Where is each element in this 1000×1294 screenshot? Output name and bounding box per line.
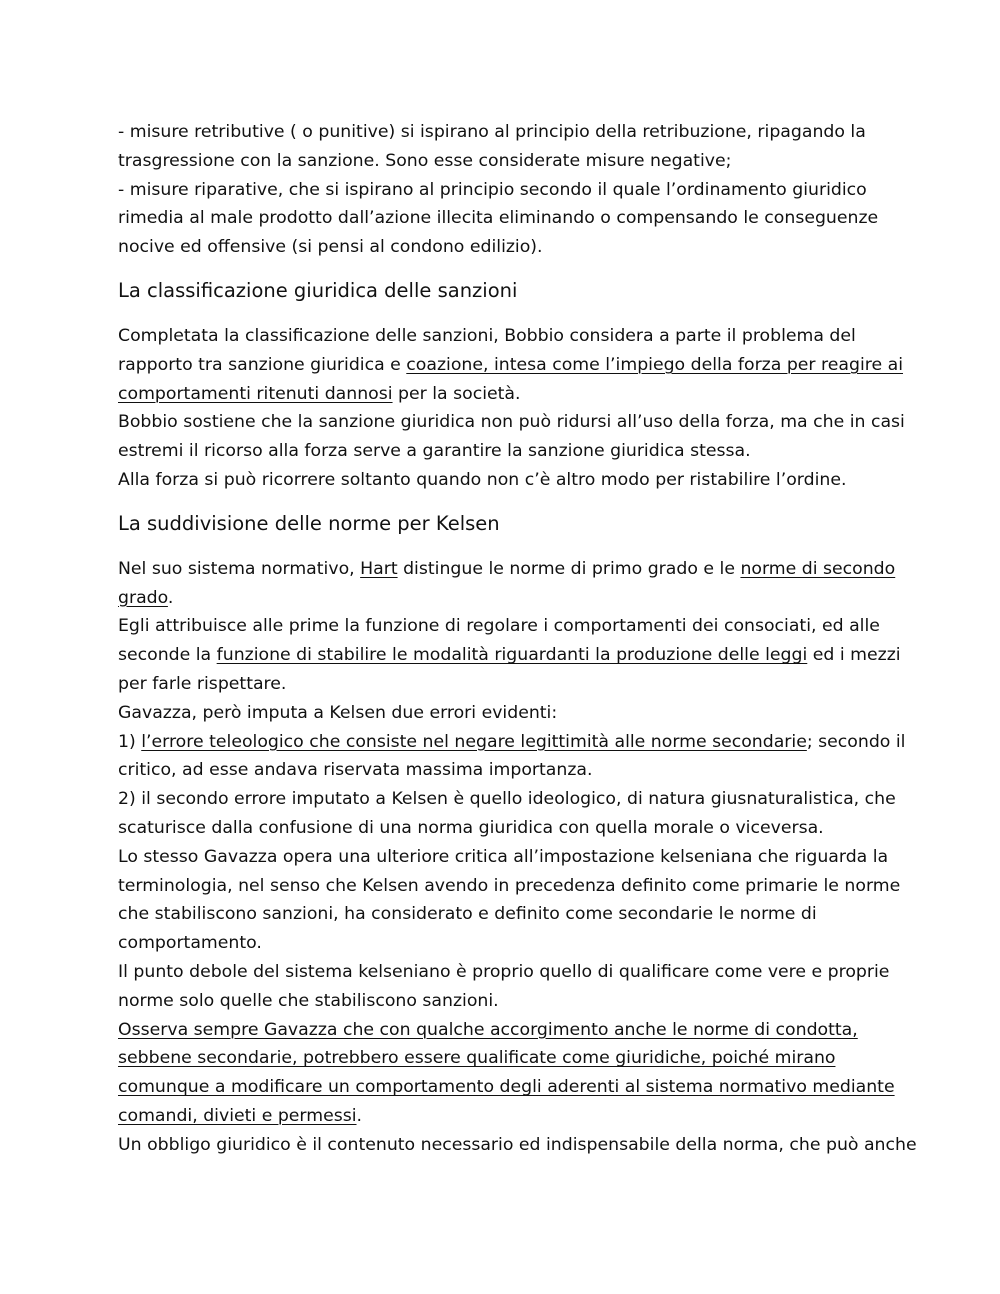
underlined-text: sebbene secondarie, potrebbero essere qualificate come giuridiche, poiché mirano [118,1048,836,1069]
text-line: Completata la classificazione delle sanzioni, Bobbio considera a parte il problema del [118,325,856,346]
underlined-text: l’errore teleologico che consiste nel negare legittimità alle norme secondarie [141,731,807,752]
underlined-text: Hart [360,558,398,579]
underlined-text: comandi, divieti e permessi [118,1105,357,1126]
text-line [118,584,898,613]
text-line: rimedia al male prodotto dall’azione illecita eliminando o compensando le conseguenze [118,208,879,229]
text-run: . [167,587,174,608]
text-run: seconde la [118,645,217,666]
text-line [118,380,898,409]
text-line: per farle rispettare. [118,673,287,694]
text-run: distingue le norme di primo grado e le [397,558,741,579]
underlined-text: coazione, intesa come l’impiego della forza per reagire ai [406,354,903,375]
underlined-text: comunque a modificare un comportamento degli aderenti al sistema normativo mediante [118,1077,895,1098]
underlined-text: funzione di stabilire le modalità riguardanti la produzione delle leggi [216,645,808,666]
text-run: 1) [118,731,142,752]
text-line: nocive ed offensive (si pensi al condono edilizio). [118,237,543,258]
text-line: Lo stesso Gavazza opera una ulteriore critica all’impostazione kelseniana che riguarda la [118,846,889,867]
text-line: comportamento. [118,933,262,954]
section-heading-kelsen: La suddivisione delle norme per Kelsen [118,511,500,535]
text-run: rapporto tra sanzione giuridica e [118,354,407,375]
text-line: - misure riparative, che si ispirano al principio secondo il quale l’ordinamento giuridico [118,179,867,200]
text-run: per la società. [392,383,521,404]
text-line: scaturisce dalla confusione di una norma giuridica con quella morale o viceversa. [118,817,824,838]
paragraph-bobbio [118,322,905,495]
text-line: Egli attribuisce alle prime la funzione di regolare i comportamenti dei consociati, ed alle [118,616,880,637]
text-line: trasgressione con la sanzione. Sono esse considerate misure negative; [118,150,732,171]
text-line [118,728,906,757]
text-line [118,1073,898,1102]
text-line [118,555,898,584]
text-line: terminologia, nel senso che Kelsen avendo in precedenza definito come primarie le norme [118,875,901,896]
text-line: - misure retributive ( o punitive) si ispirano al principio della retribuzione, ripagando la [118,122,866,142]
text-line [118,351,903,380]
text-run: . [356,1105,363,1126]
underlined-text: Osserva sempre Gavazza che con qualche accorgimento anche le norme di condotta, [118,1019,858,1040]
paragraph-kelsen [118,555,917,1160]
text-line: Alla forza si può ricorrere soltanto quando non c’è altro modo per ristabilire l’ordine. [118,469,847,490]
underlined-text: norme di secondo [740,558,896,579]
text-line: che stabiliscono sanzioni, ha considerato e definito come secondarie le norme di [118,904,817,925]
text-line: Il punto debole del sistema kelseniano è proprio quello di qualificare come vere e proprie [118,961,890,982]
text-line: critico, ad esse andava riservata massima importanza. [118,760,593,781]
text-line [118,641,901,670]
text-line: estremi il ricorso alla forza serve a garantire la sanzione giuridica stessa. [118,441,751,462]
text-line: 2) il secondo errore imputato a Kelsen è quello ideologico, di natura giusnaturalistica, che [118,789,896,810]
text-run: ; secondo il [806,731,906,752]
text-run: ed i mezzi [807,645,901,666]
underlined-text: grado [118,587,168,608]
text-line: norme solo quelle che stabiliscono sanzioni. [118,990,499,1011]
paragraph-misure [118,118,898,262]
text-line: Bobbio sostiene che la sanzione giuridica non può ridursi all’uso della forza, ma che in casi [118,412,905,433]
text-line [118,1044,898,1073]
text-line: Gavazza, però imputa a Kelsen due errori evidenti: [118,702,558,723]
text-run: Nel suo sistema normativo, [118,558,361,579]
text-line [118,1016,898,1045]
text-line [118,1102,898,1131]
text-line: Un obbligo giuridico è il contenuto necessario ed indispensabile della norma, che può anche [118,1134,917,1155]
section-heading-classificazione: La classificazione giuridica delle sanzioni [118,278,518,302]
underlined-text: comportamenti ritenuti dannosi [118,383,393,404]
document-page [118,118,917,1160]
